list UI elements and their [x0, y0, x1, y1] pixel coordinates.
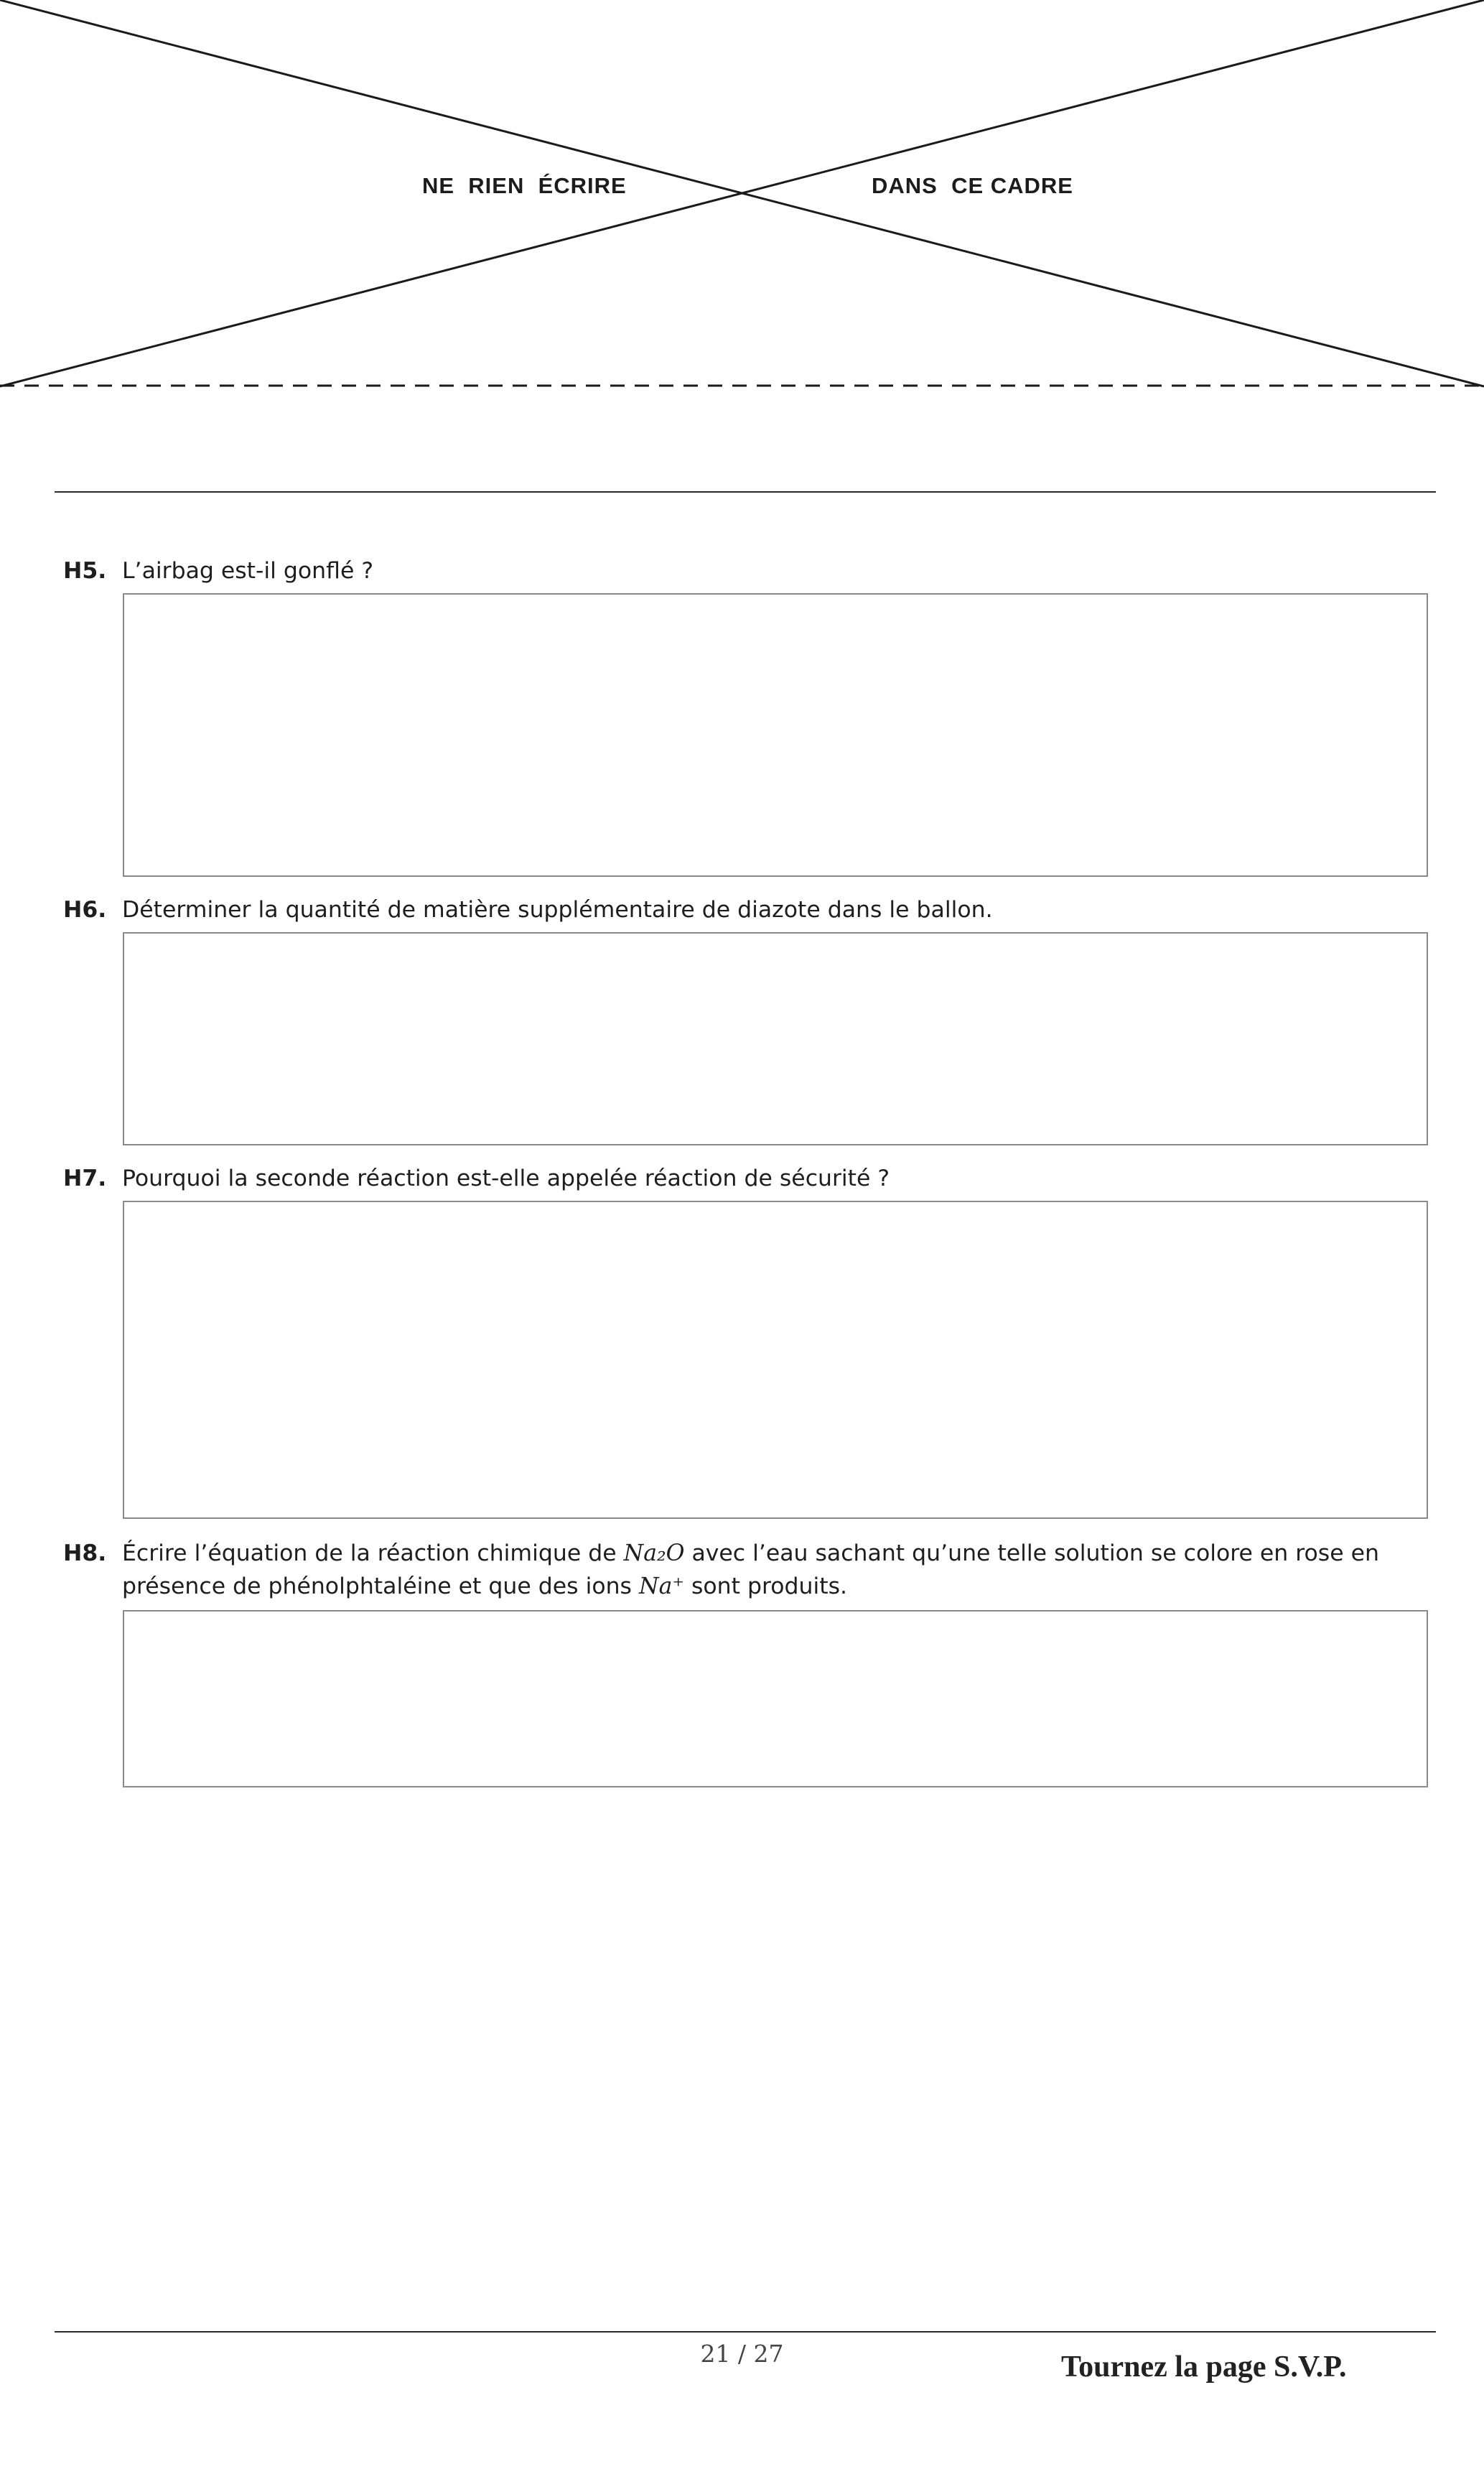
- question-label: H5.: [63, 558, 107, 584]
- formula-na-ion: Na⁺: [639, 1573, 684, 1599]
- answer-box-h6[interactable]: [123, 932, 1428, 1145]
- question-text: [122, 1537, 1442, 1603]
- answer-box-h7[interactable]: [123, 1201, 1428, 1519]
- top-rule: [55, 491, 1436, 493]
- question-text: Déterminer la quantité de matière supplémentaire de diazote dans le ballon.: [122, 897, 993, 923]
- question-label: H8.: [63, 1540, 107, 1566]
- question-h8: [63, 1537, 1442, 1603]
- answer-box-h5[interactable]: [123, 593, 1428, 877]
- question-label: H6.: [63, 897, 107, 923]
- question-text: Pourquoi la seconde réaction est-elle appelée réaction de sécurité ?: [122, 1166, 890, 1191]
- h8-line1: Écrire l’équation de la réaction chimique de: [122, 1540, 617, 1566]
- h8-line2: de phénolphtaléine et que des ions: [233, 1573, 632, 1599]
- do-not-write-frame: [0, 0, 1484, 402]
- bottom-rule: [55, 2331, 1436, 2333]
- frame-label-right: DANS CE CADRE: [872, 173, 1073, 198]
- answer-box-h8[interactable]: [123, 1610, 1428, 1787]
- question-text: L’airbag est-il gonflé ?: [122, 558, 374, 584]
- frame-label-left: NE RIEN ÉCRIRE: [422, 173, 627, 198]
- h8-line2-end: sont produits.: [691, 1573, 848, 1599]
- turn-page-note: Tournez la page S.V.P.: [1061, 2350, 1347, 2384]
- question-label: H7.: [63, 1166, 107, 1191]
- h8-line1-end: avec l’eau sachant qu’une telle solution se colore en rose en présence: [122, 1540, 1379, 1599]
- formula-na2o: Na₂O: [623, 1540, 685, 1566]
- page-number: 21 / 27: [700, 2340, 784, 2368]
